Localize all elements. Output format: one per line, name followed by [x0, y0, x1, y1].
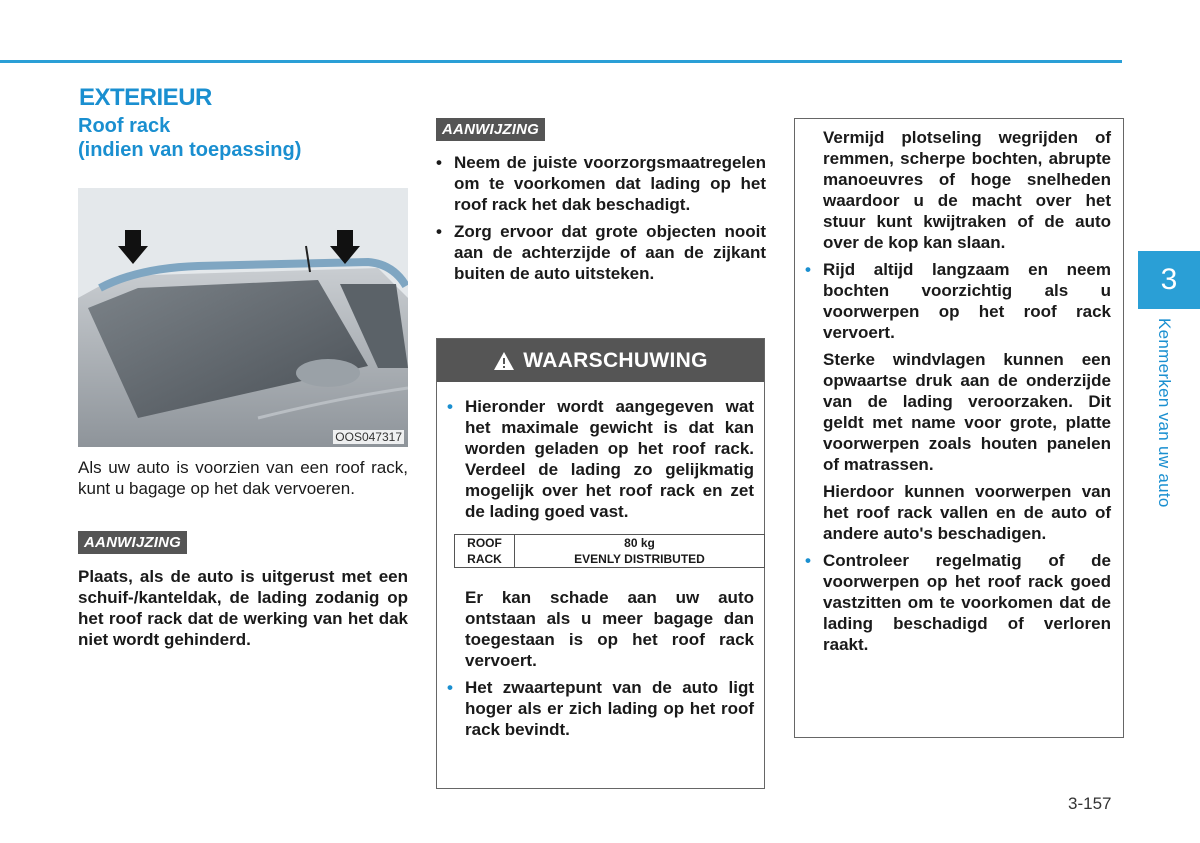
page-number: 3-157 [1068, 794, 1112, 813]
right-paragraph-2: Sterke windvlagen kunnen een opwaartse druk aan de onderzijde van de lading veroorzaken. Dit geldt met name voor grote, platte voorwerpen zoals houten panelen of matrassen. [823, 350, 1111, 474]
right-paragraph-3: Hierdoor kunnen voorwerpen van het roof rack vallen en de auto of andere auto's beschadigen. [823, 482, 1111, 543]
bullet-text: Rijd altijd langzaam en neem bochten voorzichtig als u voorwerpen op het roof rack vervoert. [823, 260, 1111, 342]
note-text: Plaats, als de auto is uitgerust met een schuif-/kanteldak, de lading zodanig op het roof rack dat de werking van het dak niet wordt gehinderd. [78, 567, 408, 649]
subheading [78, 114, 408, 162]
intro-text: Als uw auto is voorzien van een roof rack, kunt u bagage op het dak vervoeren. [78, 458, 408, 498]
note-label: AANWIJZING [78, 531, 187, 554]
bullet-icon: • [436, 153, 442, 172]
bullet-text: Neem de juiste voorzorgsmaatregelen om te voorkomen dat lading op het roof rack het dak beschadigt. [454, 153, 766, 214]
chapter-label-text: Kenmerken van uw auto [1155, 318, 1174, 508]
list-item [805, 259, 1111, 343]
chapter-label [1154, 318, 1184, 518]
bullet-text: Zorg ervoor dat grote objecten nooit aan de achterzijde of aan de zijkant buiten de auto uitsteken. [454, 222, 766, 283]
car-roof-illustration [78, 188, 408, 447]
roof-rack-load-table [454, 534, 765, 568]
right-inner [795, 119, 1123, 655]
warning-triangle-icon [493, 351, 515, 371]
note-label-mid: AANWIJZING [436, 118, 545, 141]
warning-paragraph: Er kan schade aan uw auto ontstaan als u meer bagage dan toegestaan is op het roof rack vervoert. [465, 588, 754, 670]
figure-code: OOS047317 [335, 430, 402, 444]
list-item [436, 221, 766, 284]
bullet-icon: • [447, 678, 453, 697]
list-item [436, 152, 766, 215]
roof-rack-figure [78, 188, 408, 447]
warning-body [437, 382, 764, 740]
warning-box [436, 338, 765, 789]
list-item [447, 677, 754, 740]
right-warning-continuation [794, 118, 1124, 738]
list-item [447, 396, 754, 522]
bullet-text: Controleer regelmatig of de voorwerpen op het roof rack goed vastzitten om te voorkomen dat de lading beschadigd of verloren raakt. [823, 551, 1111, 654]
right-paragraph-1: Vermijd plotseling wegrijden of remmen, scherpe bochten, abrupte manoeuvres of hoge snelheden waardoor u de macht over het stuur kunt kwijtraken of de auto over de kop kan slaan. [823, 128, 1111, 252]
bullet-text: Hieronder wordt aangegeven wat het maximale gewicht is dat kan worden geladen op het roof rack. Verdeel de lading zo gelijkmatig mogelijk over het roof rack en zet de lading goed vast. [465, 397, 754, 521]
subheading-line-1: Roof rack [78, 115, 171, 137]
middle-column [436, 114, 766, 284]
list-item [805, 550, 1111, 655]
chapter-tab: 3 [1138, 251, 1200, 309]
note-bullets [436, 152, 766, 284]
bullet-icon: • [447, 397, 453, 416]
table-value: 80 kg EVENLY DISTRIBUTED [515, 535, 765, 568]
bullet-icon: • [805, 260, 811, 279]
subheading-line-2: (indien van toepassing) [78, 139, 302, 161]
bullet-text: Het zwaartepunt van de auto ligt hoger als er zich lading op het roof rack bevindt. [465, 678, 754, 739]
left-column [78, 114, 408, 650]
warning-header [437, 339, 764, 382]
left-note [78, 531, 408, 650]
bullet-icon: • [436, 222, 442, 241]
top-rule [0, 60, 1122, 63]
table-key: ROOF RACK [455, 535, 515, 568]
bullet-icon: • [805, 551, 811, 570]
section-title: EXTERIEUR [79, 84, 212, 111]
warning-title: WAARSCHUWING [523, 348, 708, 372]
